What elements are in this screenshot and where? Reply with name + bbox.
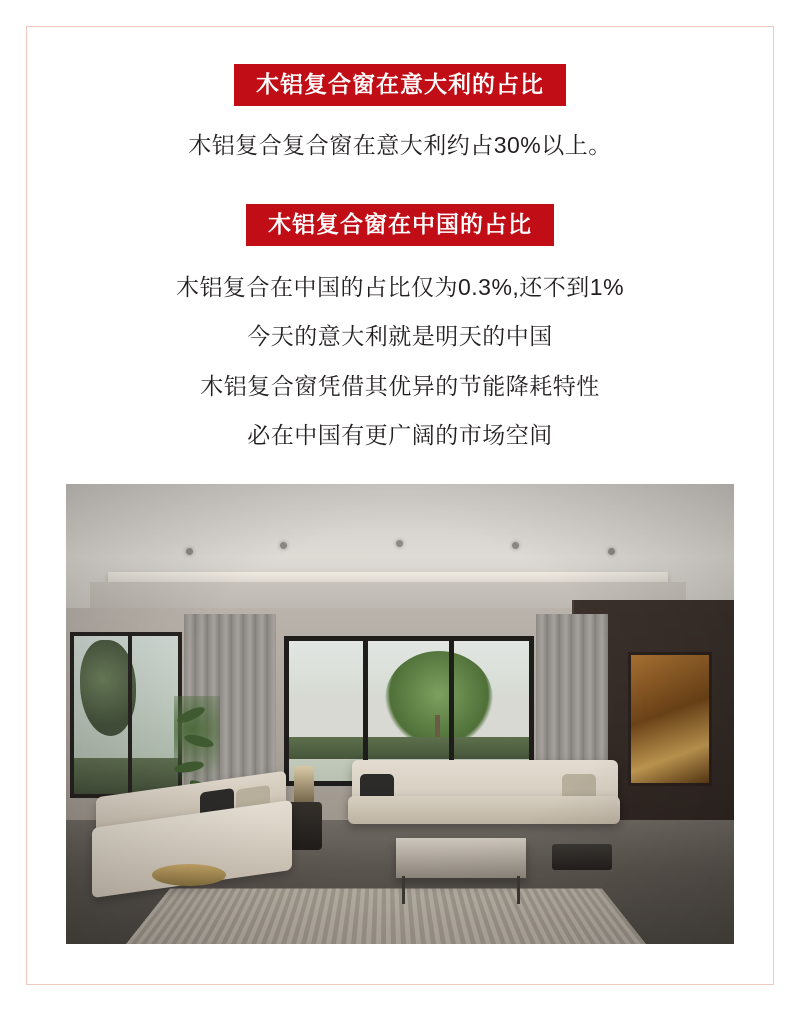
china-line-3: 木铝复合窗凭借其优异的节能降耗特性 — [200, 372, 600, 399]
china-line-1: 木铝复合在中国的占比仅为0.3%,还不到1% — [175, 273, 625, 300]
china-line-2: 今天的意大利就是明天的中国 — [247, 323, 553, 350]
poster-content — [24, 26, 776, 985]
section-lines-china — [176, 274, 624, 450]
section-heading-italy: 木铝复合窗在意大利的占比 — [234, 64, 566, 106]
photo-vignette — [66, 484, 734, 944]
section-paragraph-italy: 木铝复合复合窗在意大利约占30%以上。 — [188, 132, 612, 158]
china-line-4: 必在中国有更广阔的市场空间 — [247, 422, 553, 449]
living-room-photo — [66, 484, 734, 944]
section-heading-china: 木铝复合窗在中国的占比 — [246, 204, 554, 246]
